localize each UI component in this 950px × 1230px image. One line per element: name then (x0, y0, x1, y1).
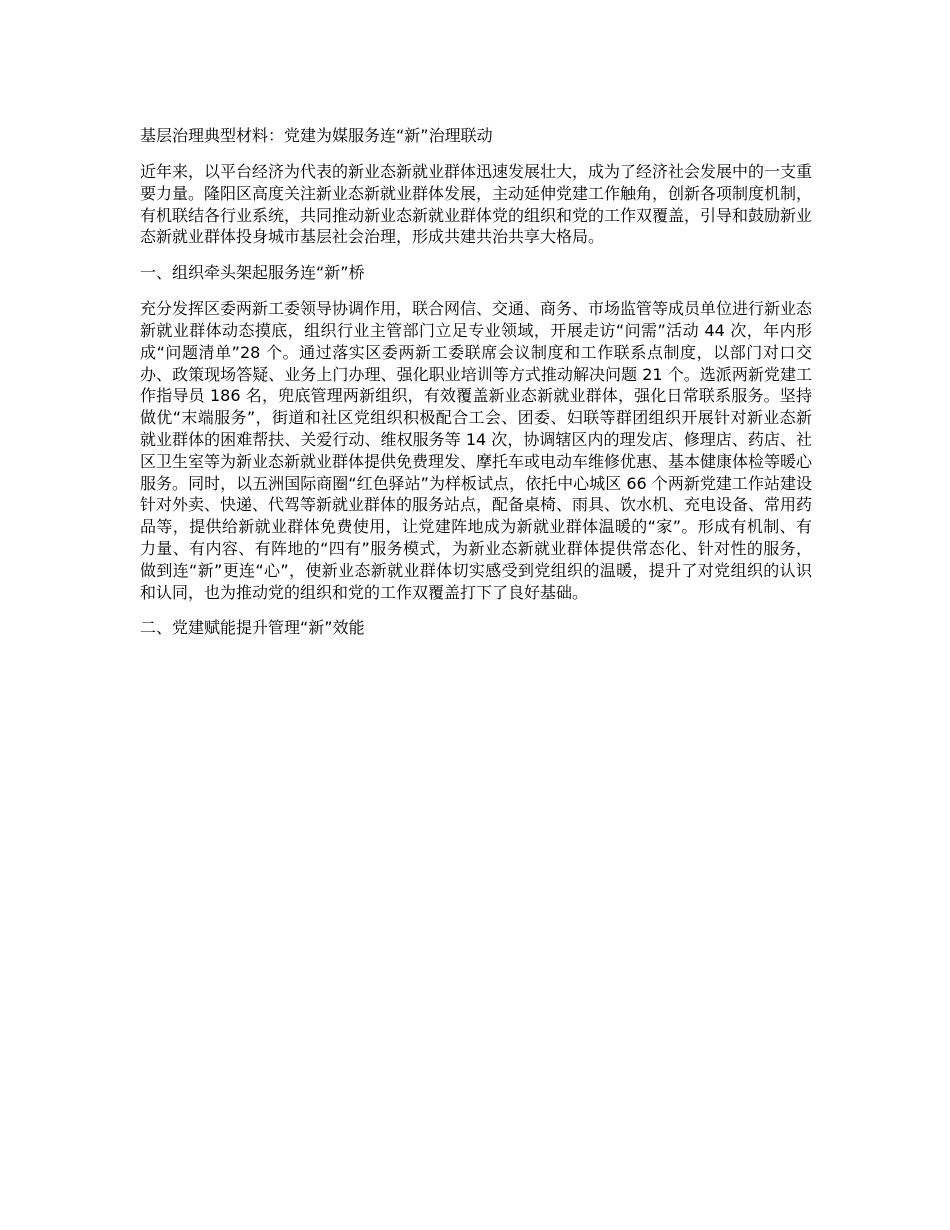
section-1-paragraph: 充分发挥区委两新工委领导协调作用，联合网信、交通、商务、市场监管等成员单位进行新业态新就业群体动态摸底，组织行业主管部门立足专业领域，开展走访“问需”活动 44 次，年内形成“问题清单”28 个。通过落实区委两新工委联席会议制度和工作联系点制度，以部门对口交办、政策现场答疑、业务上门办理、强化职业培训等方式推动解决问题 21 个。选派两新党建工作指导员 186 名，兜底管理两新组织，有效覆盖新业态新就业群体，强化日常联系服务。坚持做优“末端服务”，街道和社区党组织积极配合工会、团委、妇联等群团组织开展针对新业态新就业群体的困难帮扶、关爱行动、维权服务等 14 次，协调辖区内的理发店、修理店、药店、社区卫生室等为新业态新就业群体提供免费理发、摩托车或电动车维修优惠、基本健康体检等暖心服务。同时，以五洲国际商圈“红色驿站”为样板试点，依托中心城区 66 个两新党建工作站建设针对外卖、快递、代驾等新就业群体的服务站点，配备桌椅、雨具、饮水机、充电设备、常用药品等，提供给新就业群体免费使用，让党建阵地成为新就业群体温暖的“家”。形成有机制、有力量、有内容、有阵地的“四有”服务模式，为新业态新就业群体提供常态化、针对性的服务，做到连“新”更连“心”，使新业态新就业群体切实感受到党组织的温暖，提升了对党组织的认识和认同，也为推动党的组织和党的工作双覆盖打下了良好基础。 (140, 299, 813, 602)
document-page (140, 125, 812, 653)
intro-paragraph: 近年来，以平台经济为代表的新业态新就业群体迅速发展壮大，成为了经济社会发展中的一支重要力量。隆阳区高度关注新业态新就业群体发展，主动延伸党建工作触角，创新各项制度机制，有机联结各行业系统，共同推动新业态新就业群体党的组织和党的工作双覆盖，引导和鼓励新业态新就业群体投身城市基层社会治理，形成共建共治共享大格局。 (140, 162, 813, 247)
document-title: 基层治理典型材料：党建为媒服务连“新”治理联动 (140, 126, 493, 145)
section-2-heading: 二、党建赋能提升管理“新”效能 (140, 618, 365, 638)
section-1-heading: 一、组织牵头架起服务连“新”桥 (140, 263, 365, 283)
